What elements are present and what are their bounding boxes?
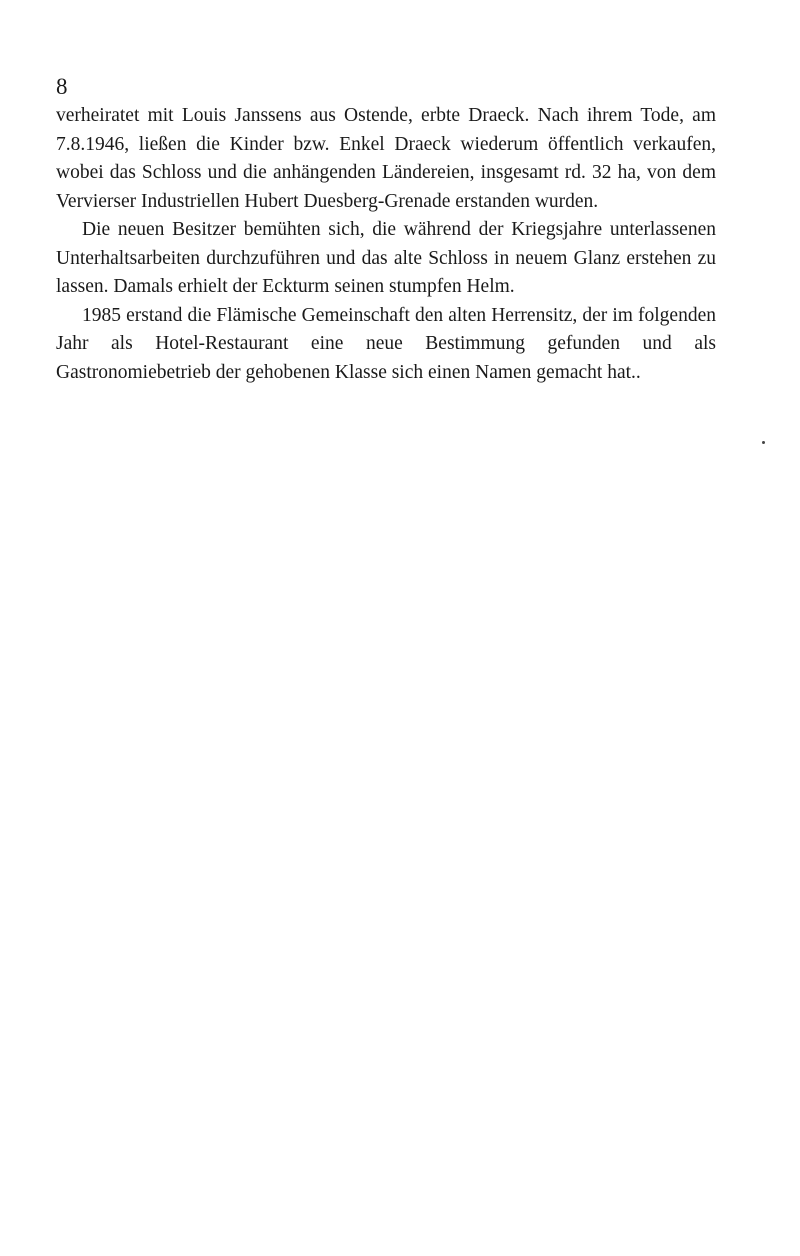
paragraph-1: verheiratet mit Louis Janssens aus Ostende, erbte Draeck. Nach ihrem Tode, am 7.8.1946, ließen die Kinder bzw. Enkel Draeck wiederum öffentlich verkaufen, wobei das Schloss und die anhängenden Ländereien, insgesamt rd. 32 ha, von dem Vervierser Industriellen Hubert Duesberg-Grenade erstanden wurden. <box>56 105 716 212</box>
paragraph-2: Die neuen Besitzer bemühten sich, die während der Kriegsjahre unterlassenen Unterhaltsarbeiten durchzuführen und das alte Schloss in neuem Glanz erstehen zu lassen. Damals erhielt der Eckturm seinen stumpfen Helm. <box>56 219 716 297</box>
body-text <box>56 102 716 387</box>
ink-speck <box>762 441 765 444</box>
page-number: 8 <box>56 74 68 99</box>
paragraph-3: 1985 erstand die Flämische Gemeinschaft den alten Herrensitz, der im folgenden Jahr als Hotel-Restaurant eine neue Bestimmung gefunden und als Gastronomiebetrieb der gehobenen Klasse sich einen Namen gemacht hat.. <box>56 304 716 383</box>
